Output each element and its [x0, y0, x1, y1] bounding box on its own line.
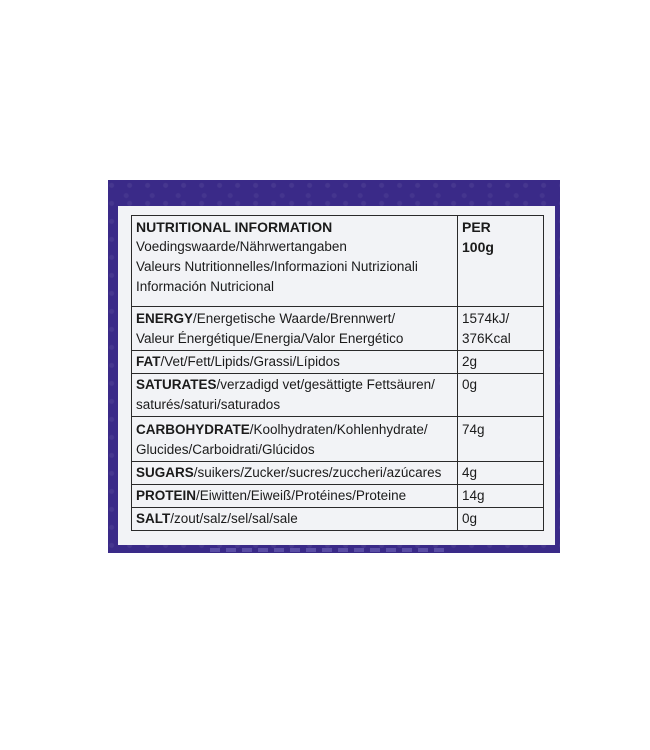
nutrient-key: CARBOHYDRATE [136, 422, 250, 437]
table-row [132, 307, 544, 351]
value-cell: 14g [458, 485, 544, 508]
table-row [132, 508, 544, 531]
per-cell [458, 216, 544, 307]
value-1: 1574kJ/ [462, 311, 510, 326]
nutrient-translations-2: Glucides/Carboidrati/Glúcidos [136, 442, 315, 457]
value-cell [458, 307, 544, 351]
nutrition-table [131, 215, 544, 531]
nutrient-cell [132, 307, 458, 351]
nutrient-key: PROTEIN [136, 488, 197, 503]
nutrient-key: SALT [136, 511, 171, 526]
nutrient-translations: /Energetische Waarde/Brennwert/ [193, 311, 396, 326]
value-cell: 0g [458, 374, 544, 417]
nutrient-translations: /Vet/Fett/Lipids/Grassi/Lípidos [160, 354, 340, 369]
nutrient-translations-2: saturés/saturi/saturados [136, 397, 281, 412]
table-row [132, 485, 544, 508]
nutrient-translations-2: Valeur Énergétique/Energia/Valor Energético [136, 331, 404, 346]
nutrient-cell [132, 508, 458, 531]
cut-off-text-strip [210, 548, 450, 552]
value-cell: 4g [458, 462, 544, 485]
header-line-3: Información Nutricional [136, 279, 275, 294]
value-cell: 2g [458, 351, 544, 374]
table-title: NUTRITIONAL INFORMATION [136, 219, 333, 235]
table-row [132, 351, 544, 374]
nutrient-cell [132, 374, 458, 417]
nutrient-key: FAT [136, 354, 161, 369]
nutrient-cell [132, 485, 458, 508]
header-line-2: Valeurs Nutritionnelles/Informazioni Nutrizionali [136, 259, 418, 274]
nutrient-key: SATURATES [136, 377, 217, 392]
nutrient-translations: /Koolhydraten/Kohlenhydrate/ [249, 422, 428, 437]
value-cell: 74g [458, 417, 544, 462]
nutrient-translations: /verzadigd vet/gesättigte Fettsäuren/ [216, 377, 435, 392]
value-cell: 0g [458, 508, 544, 531]
nutrient-cell [132, 462, 458, 485]
nutrient-cell [132, 417, 458, 462]
per-label: PER [462, 219, 491, 235]
per-unit: 100g [462, 239, 494, 255]
value-2: 376Kcal [462, 331, 511, 346]
table-row [132, 462, 544, 485]
nutrient-key: SUGARS [136, 465, 194, 480]
nutrient-cell [132, 351, 458, 374]
header-line-1: Voedingswaarde/Nährwertangaben [136, 239, 347, 254]
nutrient-translations: /zout/salz/sel/sal/sale [170, 511, 298, 526]
table-header-row [132, 216, 544, 307]
header-cell [132, 216, 458, 307]
nutrient-key: ENERGY [136, 311, 194, 326]
nutrient-translations: /Eiwitten/Eiweiß/Protéines/Proteine [196, 488, 407, 503]
nutrient-translations: /suikers/Zucker/sucres/zuccheri/azúcares [193, 465, 442, 480]
table-row [132, 417, 544, 462]
table-row [132, 374, 544, 417]
